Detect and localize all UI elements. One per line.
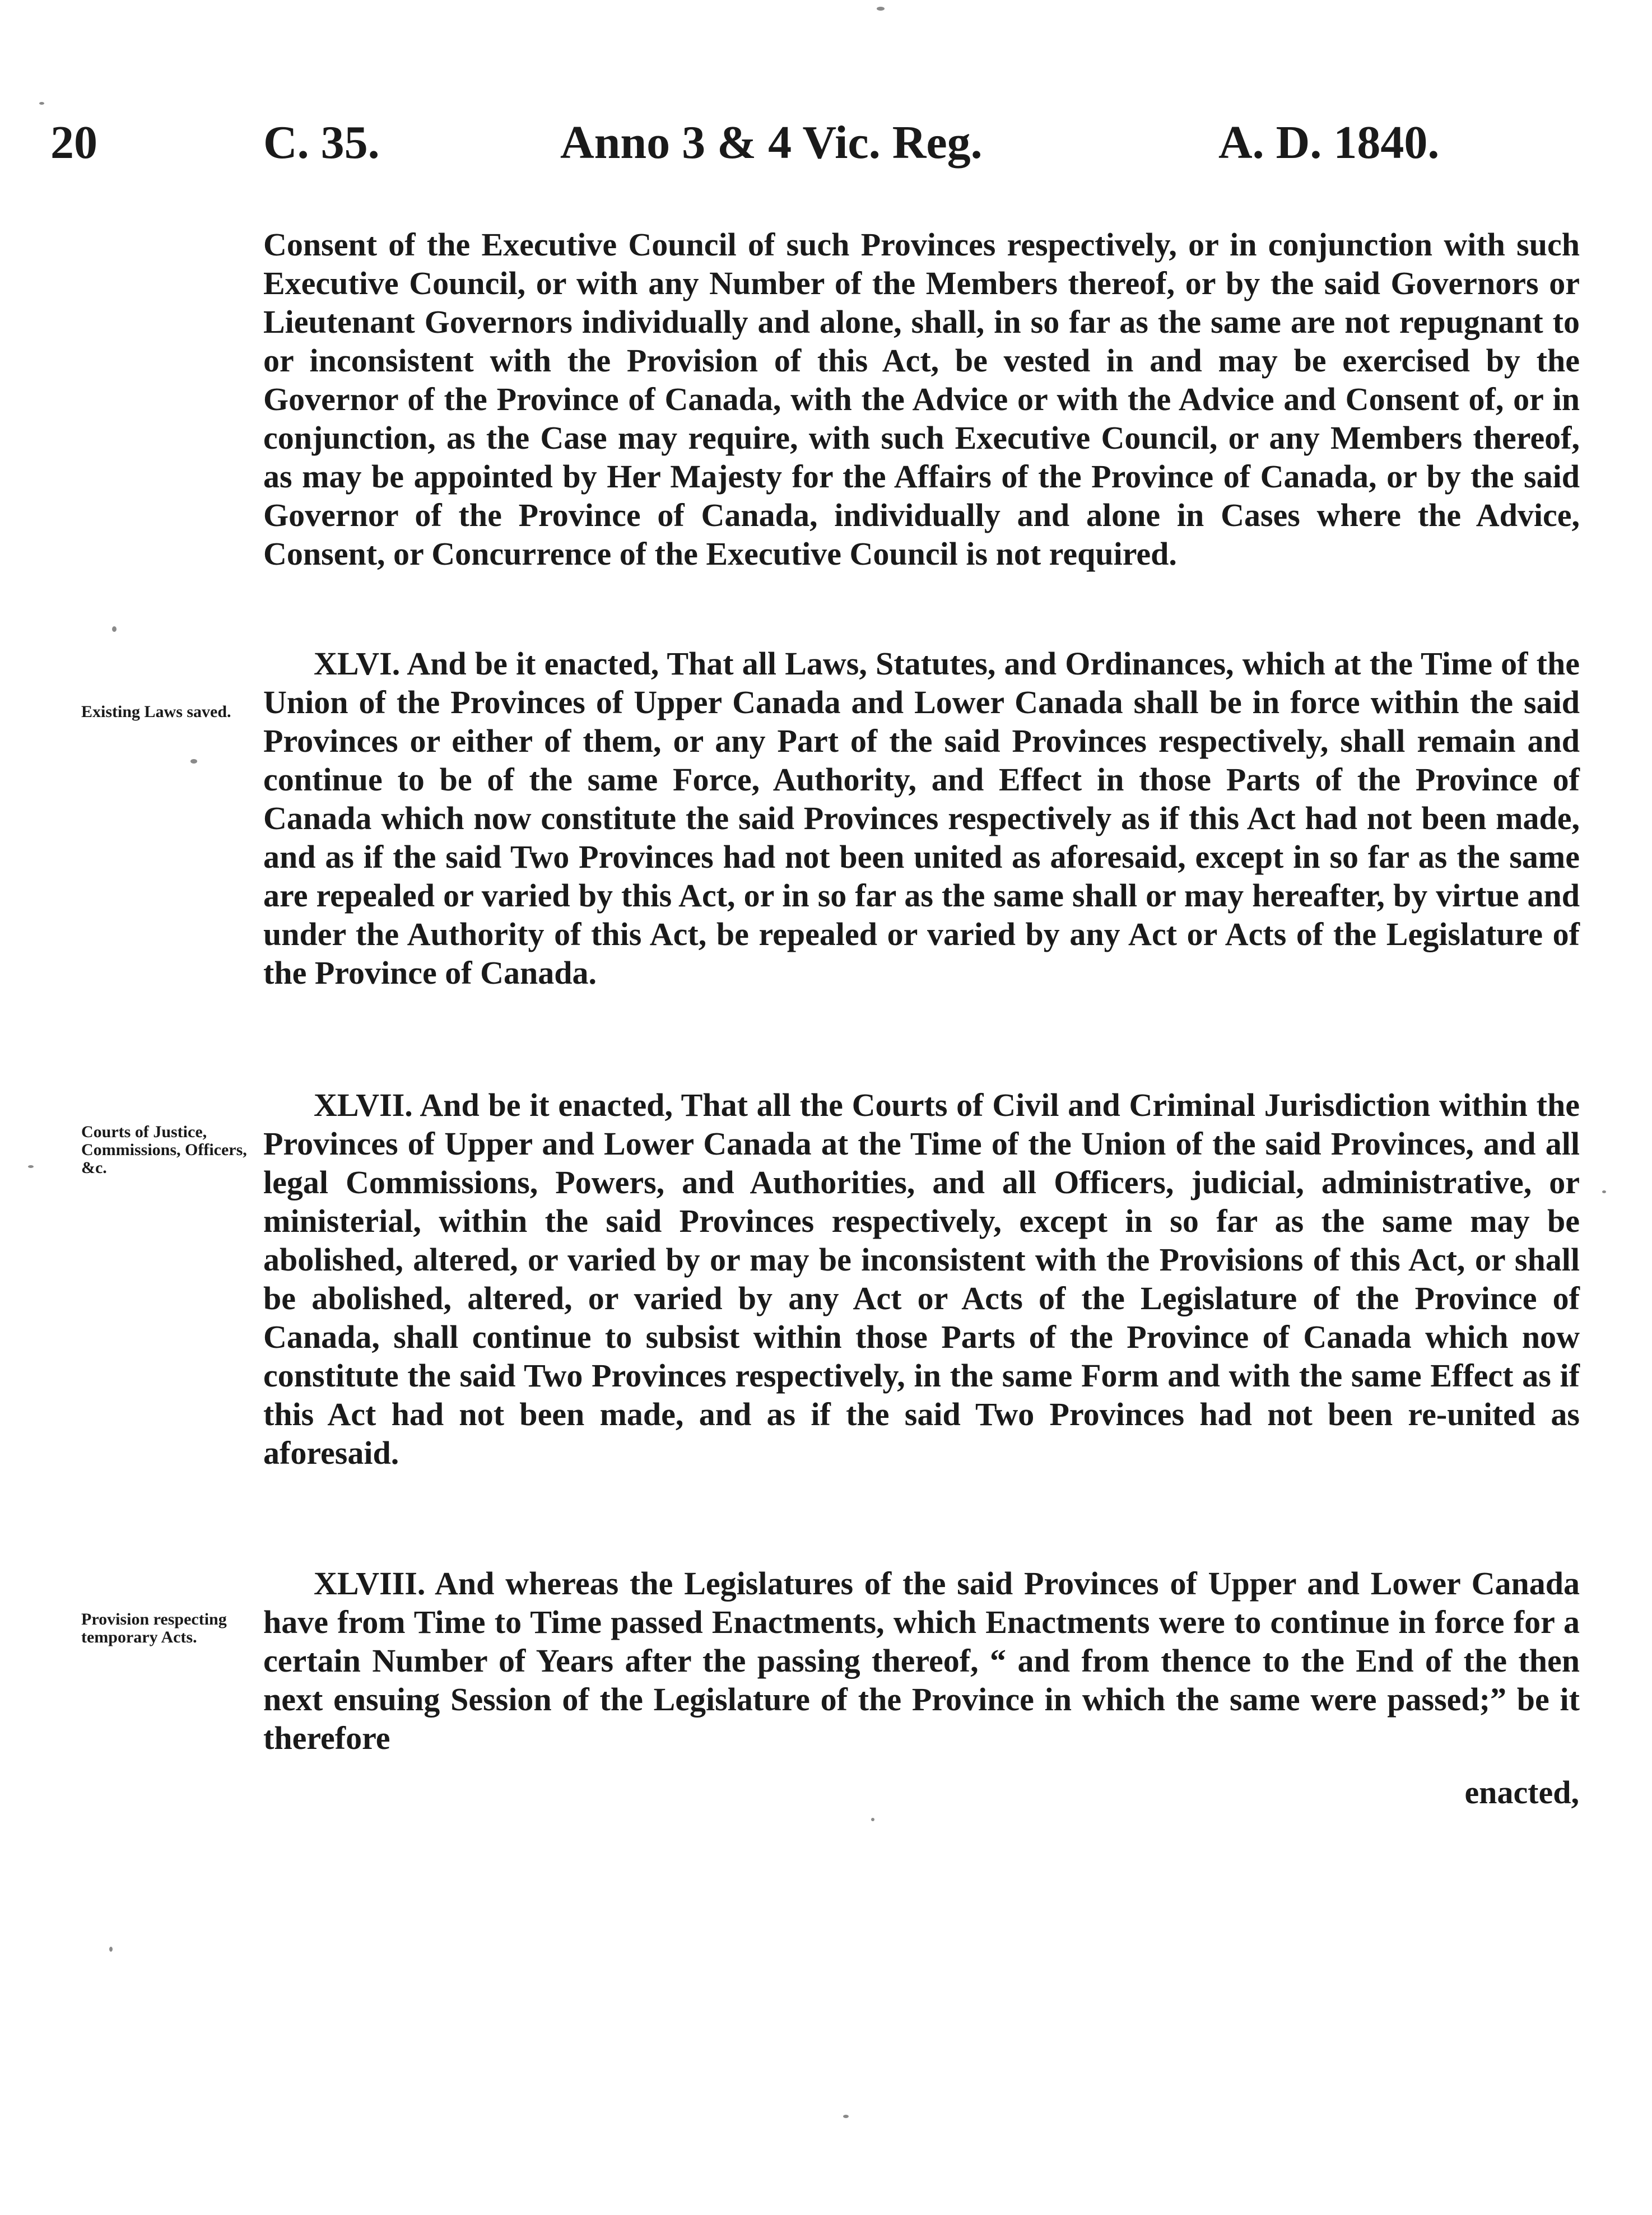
section-47 (263, 1086, 1580, 1472)
section-paragraph (263, 1564, 1580, 1757)
regnal-year: Anno 3 & 4 Vic. Reg. (560, 117, 983, 169)
scan-speck (109, 1947, 113, 1952)
section-text: And be it enacted, That all Laws, Statutes, and Ordinances, which at the Time of the Union of the Provinces of Upper Canada and Lower Canada shall be in force within the said Provinces or either of them, or any Part of the said Provinces respectively, shall remain and continue to be of the same Force, Authority, and Effect in those Parts of the Province of Canada which now constitute the said Provinces respectively as if this Act had not been made, and as if the said Two Provinces had not been united as aforesaid, except in so far as the same are repealed or varied by this Act, or in so far as the same shall or may hereafter, by virtue and under the Authority of this Act, be repealed or varied by any Act or Acts of the Legislature of the Province of Canada. (263, 645, 1580, 991)
calendar-year: A. D. 1840. (1218, 117, 1440, 169)
section-number: XLVI. (314, 645, 401, 682)
scan-speck (843, 2115, 849, 2118)
scan-speck (39, 102, 44, 105)
section-number: XLVII. (314, 1087, 413, 1123)
section-paragraph (263, 644, 1580, 992)
section-number: XLVIII. (314, 1565, 426, 1602)
catchword: enacted, (1464, 1774, 1579, 1811)
scan-speck (871, 1818, 874, 1821)
section-46 (263, 644, 1580, 992)
scan-speck (28, 1165, 34, 1168)
scan-speck (112, 626, 117, 632)
scan-speck (1602, 1190, 1606, 1193)
scan-speck (190, 759, 197, 764)
section-text: And whereas the Legislatures of the said Provinces of Upper and Lower Canada have from Time to Time passed Enactments, which Enactments were to continue in force for a certain Number of Years after the passing thereof, “ and from thence to the End of the then next ensuing Session of the Legislature of the Province in which the same were passed;” be it therefore (263, 1565, 1580, 1756)
scan-speck (877, 7, 885, 11)
chapter-number: C. 35. (263, 117, 380, 169)
margin-note-existing-laws: Existing Laws saved. (81, 702, 231, 721)
continued-paragraph: Consent of the Executive Council of such Provinces respectively, or in conjunction with such Executive Council, or with any Number of the Members thereof, or by the said Governors or Lieutenant Governors individually and alone, shall, in so far as the same are not repugnant to or inconsistent with the Provision of this Act, be vested in and may be exercised by the Governor of the Province of Canada, with the Advice or with the Advice and Consent of, or in conjunction, as the Case may require, with such Executive Council, or any Members thereof, as may be appointed by Her Majesty for the Affairs of the Province of Canada, or by the said Governor of the Province of Canada, individually and alone in Cases where the Advice, Consent, or Concurrence of the Executive Council is not required. (263, 226, 1580, 572)
margin-note-courts: Courts of Justice, Commissions, Officers, &c. (81, 1123, 247, 1177)
page-number: 20 (50, 117, 97, 169)
continued-paragraph-block (263, 225, 1580, 573)
section-paragraph (263, 1086, 1580, 1472)
margin-note-temporary-acts: Provision respecting temporary Acts. (81, 1610, 227, 1646)
section-48 (263, 1564, 1580, 1757)
running-header (0, 109, 1652, 176)
section-text: And be it enacted, That all the Courts of Civil and Criminal Jurisdiction within the Provinces of Upper and Lower Canada at the Time of the Union of the said Provinces, and all legal Commissions, Powers, and Authorities, and all Officers, judicial, administrative, or ministerial, within the said Provinces respectively, except in so far as the same may be abolished, altered, or varied by or may be inconsistent with the Provisions of this Act, or shall be abolished, altered, or varied by any Act or Acts of the Legislature of the Province of Canada, shall continue to subsist within those Parts of the Province of Canada which now constitute the said Two Provinces respectively, in the same Form and with the same Effect as if this Act had not been made, and as if the said Two Provinces had not been re-united as aforesaid. (263, 1087, 1580, 1471)
